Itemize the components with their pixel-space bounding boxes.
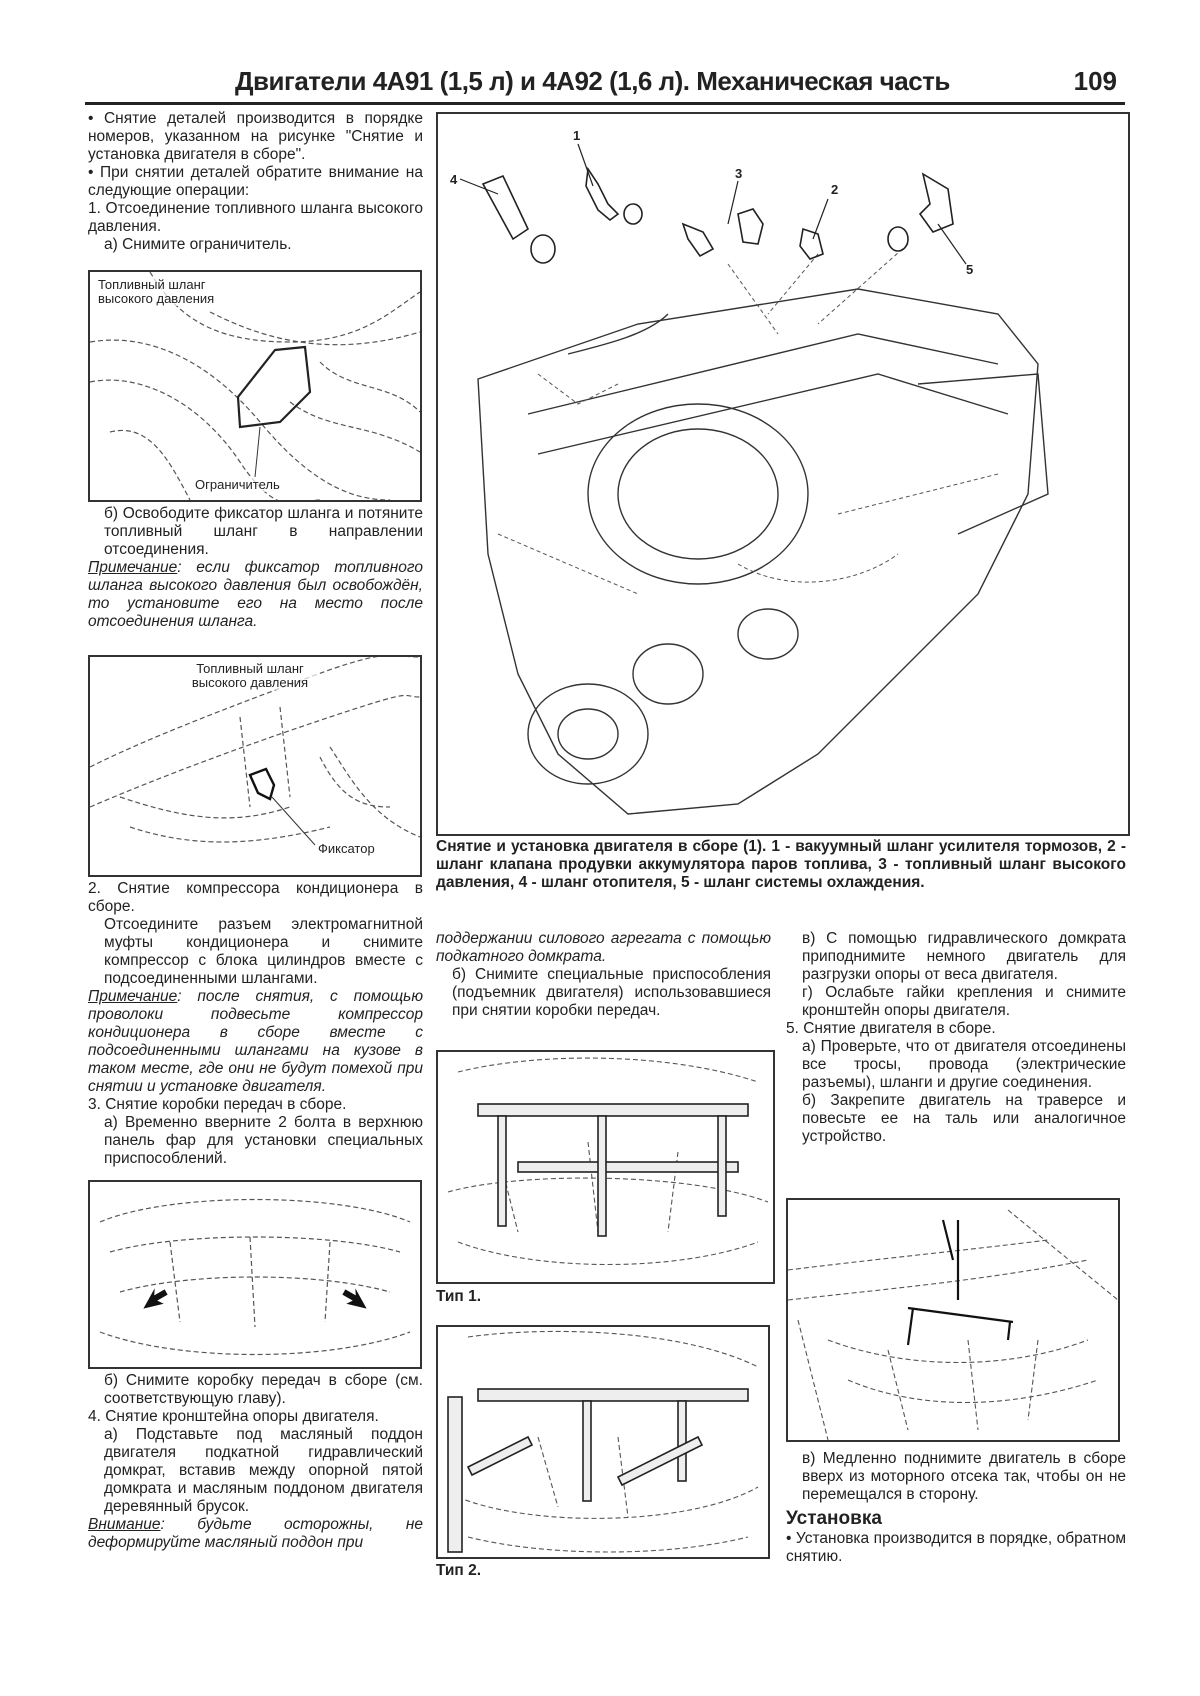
page-number: 109 — [1073, 66, 1117, 96]
step-1b: б) Освободите фиксатор шланга и потяните топливный шланг в направлении отсоединения. — [104, 505, 423, 558]
engine-lift-tool-icon — [438, 1327, 768, 1557]
figure-headlamp-bolts — [88, 1180, 422, 1369]
figure-label-limiter: Ограничитель — [195, 477, 280, 492]
figure-type-1 — [436, 1050, 775, 1284]
right-column-top — [786, 930, 1126, 1146]
step-4d: г) Ослабьте гайки крепления и снимите кронштейн опоры двигателя. — [802, 984, 1126, 1019]
step-1a: а) Снимите ограничитель. — [104, 236, 292, 253]
step-5a: а) Проверьте, что от двигателя отсоединены все тросы, провода (электрические разъемы), шланги и другие соединения. — [802, 1038, 1126, 1091]
intro-paragraph-1: • Снятие деталей производится в порядке номеров, указанном на рисунке "Снятие и установка двигателя в сборе". — [88, 110, 423, 163]
step-4-title: 4. Снятие кронштейна опоры двигателя. — [88, 1408, 379, 1425]
middle-column-top — [436, 930, 771, 1020]
figure-type-2 — [436, 1325, 770, 1559]
callout-1: 1 — [573, 128, 581, 143]
page-title: Двигатели 4A91 (1,5 л) и 4A92 (1,6 л). Механическая часть — [235, 66, 950, 96]
step-3-title: 3. Снятие коробки передач в сборе. — [88, 1096, 347, 1113]
callout-3: 3 — [735, 166, 743, 181]
figure-label-fuel-hose: Топливный шланг высокого давления — [98, 278, 248, 306]
step-2-title: 2. Снятие компрессора кондиционера в сборе. — [88, 880, 423, 915]
left-column-bottom — [88, 1372, 423, 1552]
figure-label-fuel-hose: Топливный шланг высокого давления — [180, 662, 320, 690]
type-1-label: Тип 1. — [436, 1288, 482, 1305]
note-1 — [88, 559, 423, 631]
note-1-label: Примечание — [88, 559, 178, 576]
install-heading: Установка — [786, 1508, 882, 1529]
left-column-lower — [88, 880, 423, 1168]
front-bay-sketch-icon — [90, 1182, 420, 1367]
step-3b: б) Снимите коробку передач в сборе (см. соответствующую главу). — [104, 1372, 423, 1407]
engine-bay-sketch-icon — [90, 272, 420, 500]
engine-lift-tool-icon — [438, 1052, 773, 1282]
note-1-text: : если фиксатор топливного шланга высокого давления был освобождён, то установите его на место после отсоединения шланга. — [88, 559, 423, 630]
callout-2: 2 — [831, 182, 839, 197]
right-column-bottom — [786, 1450, 1126, 1566]
step-2-text: Отсоедините разъем электромагнитной муфты кондиционера и снимите компрессор с блока цилиндров вместе с подсоединенными шлангами. — [104, 916, 423, 987]
left-column-mid — [88, 505, 423, 631]
engine-exploded-view-icon — [438, 114, 1128, 834]
intro-paragraph-2: • При снятии деталей обратите внимание на следующие операции: — [88, 164, 423, 199]
figure-limiter — [88, 270, 422, 502]
main-figure-caption: Снятие и установка двигателя в сборе (1). 1 - вакуумный шланг усилителя тормозов, 2 - шланг клапана продувки аккумулятора паров топлива, 3 - топливный шланг высокого давления, 4 - шланг отопителя, 5 - шланг системы охлаждения. — [436, 838, 1126, 891]
engine-hoist-sketch-icon — [788, 1200, 1118, 1440]
warning-text: : будьте осторожны, не деформируйте масляный поддон при — [88, 1516, 423, 1551]
step-4b: б) Снимите специальные приспособления (подъемник двигателя) использовавшиеся при снятии коробки передач. — [452, 966, 771, 1019]
figure-label-clamp: Фиксатор — [318, 841, 375, 856]
note-2 — [88, 988, 423, 1096]
note-2-text: : после снятия, с помощью проволоки подвесьте компрессор кондиционера в сборе вместе с подсоединенными шлангами на кузове в таком месте, где они не будут помехой при снятии и установке двигателя. — [88, 988, 423, 1095]
figure-engine-assembly — [436, 112, 1130, 836]
install-text: • Установка производится в порядке, обратном снятию. — [786, 1530, 1126, 1565]
callout-5: 5 — [966, 262, 974, 277]
note-2-label: Примечание — [88, 988, 178, 1005]
callout-4: 4 — [450, 172, 458, 187]
left-column-top — [88, 110, 423, 254]
type-2-label: Тип 2. — [436, 1562, 482, 1579]
page-header — [85, 64, 1125, 105]
step-4c: в) С помощью гидравлического домкрата приподнимите немного двигатель для разгрузки опоры от веса двигателя. — [802, 930, 1126, 983]
step-5c: в) Медленно поднимите двигатель в сборе вверх из моторного отсека так, чтобы он не перемещался в сторону. — [802, 1450, 1126, 1503]
figure-clamp — [88, 655, 422, 877]
step-1-title: 1. Отсоединение топливного шланга высокого давления. — [88, 200, 423, 235]
step-4a: а) Подставьте под масляный поддон двигателя подкатной гидравлический домкрат, вставив между опорной пятой домкрата и масляным поддоном двигателя деревянный брусок. — [104, 1426, 423, 1515]
warning-label: Внимание — [88, 1516, 161, 1533]
step-3a: а) Временно вверните 2 болта в верхнюю панель фар для установки специальных приспособлений. — [104, 1114, 423, 1167]
warning-continued: поддержании силового агрегата с помощью подкатного домкрата. — [436, 930, 771, 965]
warning — [88, 1516, 423, 1552]
figure-engine-hoist — [786, 1198, 1120, 1442]
step-5-title: 5. Снятие двигателя в сборе. — [786, 1020, 996, 1037]
step-5b: б) Закрепите двигатель на траверсе и повесьте ее на таль или аналогичное устройство. — [802, 1092, 1126, 1145]
